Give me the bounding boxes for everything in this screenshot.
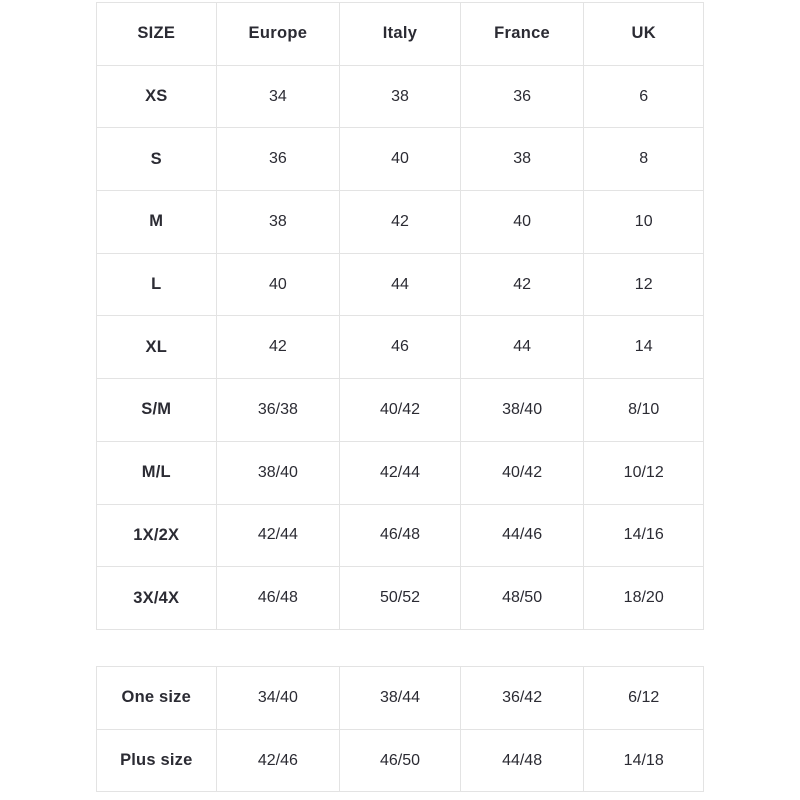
secondary-size-table bbox=[96, 666, 704, 792]
cell-france: 38/40 bbox=[460, 379, 584, 442]
cell-uk: 18/20 bbox=[584, 567, 704, 630]
row-label: 1X/2X bbox=[97, 504, 217, 567]
table-row bbox=[97, 667, 704, 730]
cell-france: 40/42 bbox=[460, 441, 584, 504]
row-label: L bbox=[97, 253, 217, 316]
cell-europe: 42/46 bbox=[216, 729, 340, 792]
cell-europe: 38/40 bbox=[216, 441, 340, 504]
column-header-europe: Europe bbox=[216, 3, 340, 66]
table-row bbox=[97, 504, 704, 567]
row-label: S/M bbox=[97, 379, 217, 442]
cell-france: 42 bbox=[460, 253, 584, 316]
row-label: Plus size bbox=[97, 729, 217, 792]
main-size-table bbox=[96, 2, 704, 630]
cell-italy: 38 bbox=[340, 65, 461, 128]
row-label: XS bbox=[97, 65, 217, 128]
column-header-italy: Italy bbox=[340, 3, 461, 66]
table-row bbox=[97, 253, 704, 316]
cell-france: 38 bbox=[460, 128, 584, 191]
cell-france: 36 bbox=[460, 65, 584, 128]
cell-uk: 14 bbox=[584, 316, 704, 379]
table-header-row bbox=[97, 3, 704, 66]
cell-uk: 10/12 bbox=[584, 441, 704, 504]
cell-europe: 40 bbox=[216, 253, 340, 316]
cell-italy: 42/44 bbox=[340, 441, 461, 504]
cell-uk: 6/12 bbox=[584, 667, 704, 730]
cell-italy: 40/42 bbox=[340, 379, 461, 442]
table-row bbox=[97, 191, 704, 254]
cell-uk: 10 bbox=[584, 191, 704, 254]
column-header-size: SIZE bbox=[97, 3, 217, 66]
cell-italy: 40 bbox=[340, 128, 461, 191]
cell-europe: 34 bbox=[216, 65, 340, 128]
cell-italy: 38/44 bbox=[340, 667, 461, 730]
cell-italy: 46/48 bbox=[340, 504, 461, 567]
cell-italy: 42 bbox=[340, 191, 461, 254]
cell-uk: 8 bbox=[584, 128, 704, 191]
cell-europe: 34/40 bbox=[216, 667, 340, 730]
secondary-table-body bbox=[97, 667, 704, 792]
cell-uk: 14/18 bbox=[584, 729, 704, 792]
row-label: M/L bbox=[97, 441, 217, 504]
table-row bbox=[97, 316, 704, 379]
cell-uk: 8/10 bbox=[584, 379, 704, 442]
table-row bbox=[97, 441, 704, 504]
cell-france: 44/48 bbox=[460, 729, 584, 792]
column-header-uk: UK bbox=[584, 3, 704, 66]
cell-italy: 46/50 bbox=[340, 729, 461, 792]
row-label: One size bbox=[97, 667, 217, 730]
cell-uk: 14/16 bbox=[584, 504, 704, 567]
cell-europe: 36/38 bbox=[216, 379, 340, 442]
row-label: 3X/4X bbox=[97, 567, 217, 630]
table-row bbox=[97, 729, 704, 792]
cell-uk: 12 bbox=[584, 253, 704, 316]
table-row bbox=[97, 128, 704, 191]
cell-france: 40 bbox=[460, 191, 584, 254]
cell-italy: 46 bbox=[340, 316, 461, 379]
cell-france: 48/50 bbox=[460, 567, 584, 630]
cell-europe: 36 bbox=[216, 128, 340, 191]
column-header-france: France bbox=[460, 3, 584, 66]
cell-italy: 50/52 bbox=[340, 567, 461, 630]
table-row bbox=[97, 379, 704, 442]
cell-uk: 6 bbox=[584, 65, 704, 128]
cell-europe: 46/48 bbox=[216, 567, 340, 630]
main-table-header bbox=[97, 3, 704, 66]
table-row bbox=[97, 65, 704, 128]
row-label: S bbox=[97, 128, 217, 191]
cell-italy: 44 bbox=[340, 253, 461, 316]
cell-europe: 42/44 bbox=[216, 504, 340, 567]
row-label: M bbox=[97, 191, 217, 254]
cell-france: 44 bbox=[460, 316, 584, 379]
row-label: XL bbox=[97, 316, 217, 379]
cell-france: 36/42 bbox=[460, 667, 584, 730]
main-size-table-container bbox=[96, 2, 704, 630]
table-row bbox=[97, 567, 704, 630]
main-table-body bbox=[97, 65, 704, 629]
cell-europe: 42 bbox=[216, 316, 340, 379]
cell-france: 44/46 bbox=[460, 504, 584, 567]
secondary-size-table-container bbox=[96, 666, 704, 792]
cell-europe: 38 bbox=[216, 191, 340, 254]
